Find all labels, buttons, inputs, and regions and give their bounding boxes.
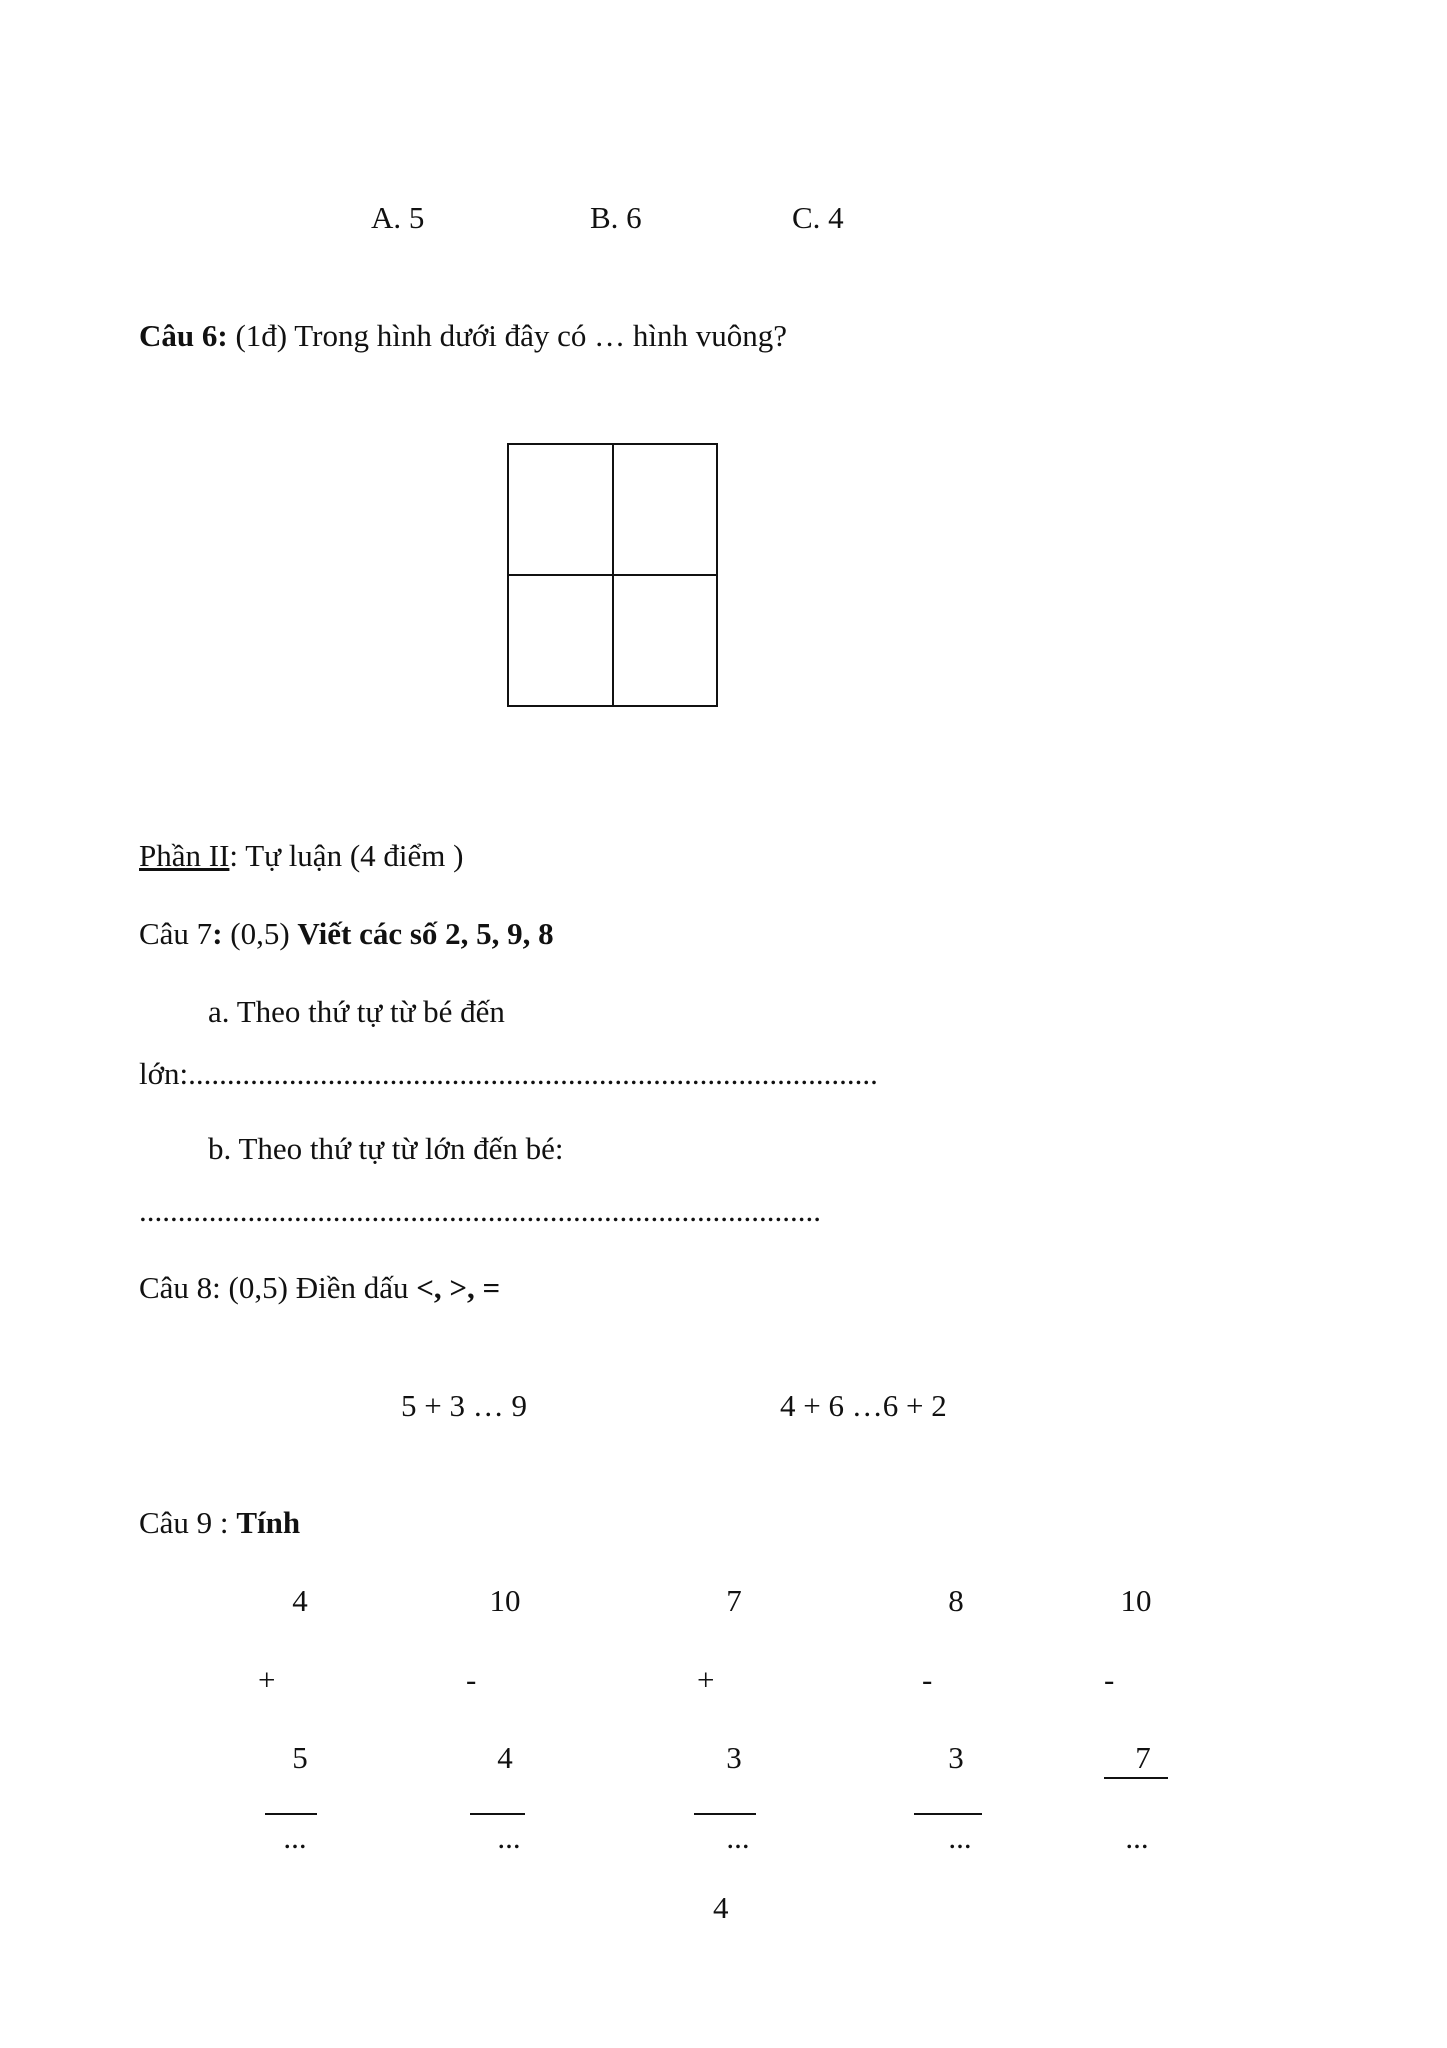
part-2-label: Phần II [139, 838, 230, 873]
question-9 [139, 1507, 300, 1538]
problem-4-bottom: 3 [948, 1740, 964, 1775]
problem-3-top: 7 [726, 1583, 742, 1618]
page-number: 4 [713, 1890, 729, 1925]
problem-2-rule [470, 1813, 525, 1815]
part-2-heading [139, 840, 463, 871]
problem-4-rule [914, 1813, 982, 1815]
problem-3-result: ... [726, 1820, 750, 1855]
problem-2-operator: - [466, 1662, 477, 1697]
question-7a-text: a. Theo thứ tự từ bé đến [208, 994, 505, 1029]
problem-4-operator: - [922, 1662, 933, 1697]
problem-1-top: 4 [292, 1583, 308, 1618]
question-8 [139, 1272, 500, 1303]
problem-1-rule [265, 1813, 317, 1815]
problem-2-top: 10 [489, 1583, 521, 1618]
question-7-instruction: Viết các số 2, 5, 9, 8 [297, 916, 554, 951]
option-a: A. 5 [371, 200, 425, 235]
question-6-text: (1đ) Trong hình dưới đây có … hình vuông? [227, 318, 788, 353]
question-9-title: Tính [236, 1505, 301, 1540]
problem-5-result: ... [1125, 1820, 1149, 1855]
question-7a-answer-line: lớn:......................................................................................... [139, 1056, 878, 1091]
problem-4-top: 8 [948, 1583, 964, 1618]
option-c: C. 4 [792, 200, 844, 235]
problem-1-operator: + [258, 1662, 276, 1697]
comparison-2: 4 + 6 …6 + 2 [780, 1388, 947, 1423]
problem-4-result: ... [948, 1820, 972, 1855]
question-7: Câu 7: (0,5) Viết các số 2, 5, 9, 8 [139, 916, 554, 951]
comparison-1: 5 + 3 … 9 [401, 1388, 527, 1423]
question-7b-answer-line: ........................................................................................ [139, 1193, 821, 1228]
problem-3-bottom: 3 [726, 1740, 742, 1775]
question-7b-text: b. Theo thứ tự từ lớn đến bé: [208, 1131, 564, 1166]
problem-3-operator: + [697, 1662, 715, 1697]
problem-1-bottom: 5 [292, 1740, 308, 1775]
question-6-label: Câu 6: [139, 318, 228, 353]
question-7-label: Câu 7 [139, 916, 213, 951]
problem-3-rule [694, 1813, 756, 1815]
question-6 [139, 320, 787, 351]
problem-2-bottom: 4 [497, 1740, 513, 1775]
squares-figure [507, 443, 718, 707]
problem-5-operator: - [1104, 1662, 1115, 1697]
part-2-text: : Tự luận (4 điểm ) [229, 838, 464, 873]
problem-2-result: ... [497, 1820, 521, 1855]
question-8-label: Câu 8: (0,5) Điền dấu [139, 1270, 417, 1305]
question-8-signs: <, >, = [416, 1270, 501, 1305]
question-9-label: Câu 9 : [139, 1505, 237, 1540]
problem-5-top: 10 [1120, 1583, 1152, 1618]
problem-5-bottom: 7 [1135, 1740, 1151, 1775]
problem-1-result: ... [283, 1820, 307, 1855]
problem-5-rule [1104, 1777, 1168, 1779]
option-b: B. 6 [590, 200, 642, 235]
